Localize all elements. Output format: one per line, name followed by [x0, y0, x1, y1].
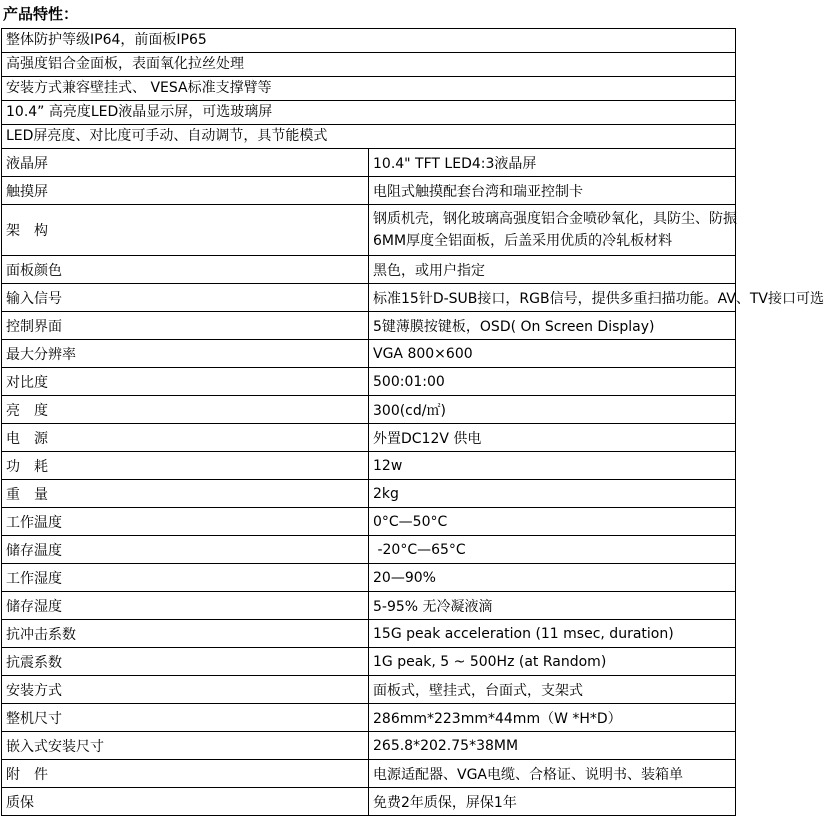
spec-value: 免费2年质保，屏保1年 [369, 788, 736, 816]
spec-label: 储存湿度 [2, 592, 369, 620]
spec-label: 最大分辨率 [2, 340, 369, 368]
spec-value: 500:01:00 [369, 368, 736, 396]
page-title: 产品特性： [3, 5, 79, 23]
spec-value: 0°C—50°C [369, 508, 736, 536]
spec-value: 面板式，壁挂式，台面式，支架式 [369, 676, 736, 704]
spec-label: 触摸屏 [2, 177, 369, 205]
spec-label: 亮 度 [2, 396, 369, 424]
spec-label: 重 量 [2, 480, 369, 508]
spec-value: 286mm*223mm*44mm（W *H*D） [369, 704, 736, 732]
spec-label: 控制界面 [2, 312, 369, 340]
spec-value-line: 6MM厚度全铝面板，后盖采用优质的冷轧板材料 [373, 233, 673, 249]
spec-label: 整机尺寸 [2, 704, 369, 732]
spec-value: 265.8*202.75*38MM [369, 732, 736, 760]
spec-row [2, 177, 736, 205]
spec-value: -20°C—65°C [369, 536, 736, 564]
spec-row [2, 452, 736, 480]
spec-row [2, 704, 736, 732]
spec-row [2, 508, 736, 536]
spec-row [2, 648, 736, 676]
spec-value: 电阻式触摸配套台湾和瑞亚控制卡 [369, 177, 736, 205]
spec-value: 20—90% [369, 564, 736, 592]
spec-value: 1G peak, 5 ~ 500Hz (at Random) [369, 648, 736, 676]
spec-value: 外置DC12V 供电 [369, 424, 736, 452]
spec-value: 电源适配器、VGA电缆、合格证、说明书、装箱单 [369, 760, 736, 788]
spec-label: 质保 [2, 788, 369, 816]
spec-row [2, 620, 736, 648]
spec-row [2, 732, 736, 760]
spec-label: 嵌入式安装尺寸 [2, 732, 369, 760]
spec-row [2, 396, 736, 424]
spec-row [2, 564, 736, 592]
spec-row [2, 676, 736, 704]
spec-value: 15G peak acceleration (11 msec, duration) [369, 620, 736, 648]
spec-label: 面板颜色 [2, 256, 369, 284]
spec-row [2, 368, 736, 396]
spec-label: 电 源 [2, 424, 369, 452]
spec-label: 对比度 [2, 368, 369, 396]
spec-row [2, 788, 736, 816]
spec-value-line: 钢质机壳，钢化玻璃高强度铝合金喷砂氧化，具防尘、防振 [373, 211, 737, 227]
spec-value: 2kg [369, 480, 736, 508]
spec-row [2, 149, 736, 177]
spec-value: 黑色，或用户指定 [369, 256, 736, 284]
spec-table [1, 28, 824, 816]
spec-row [2, 340, 736, 368]
spec-row [2, 760, 736, 788]
spec-value: 5-95% 无冷凝液滴 [369, 592, 736, 620]
spec-label: 附 件 [2, 760, 369, 788]
spec-label: 输入信号 [2, 284, 369, 312]
spec-value [369, 205, 736, 256]
feature-item: 高强度铝合金面板，表面氧化拉丝处理 [2, 53, 736, 77]
spec-value: 5键薄膜按键板，OSD( On Screen Display) [369, 312, 736, 340]
spec-label: 液晶屏 [2, 149, 369, 177]
spec-row [2, 536, 736, 564]
spec-value: 300(cd/㎡) [369, 396, 736, 424]
feature-item: LED屏亮度、对比度可手动、自动调节，具节能模式 [2, 125, 736, 149]
spec-row [2, 424, 736, 452]
spec-label: 工作湿度 [2, 564, 369, 592]
spec-row [2, 480, 736, 508]
spec-value: 标准15针D-SUB接口，RGB信号，提供多重扫描功能。AV、TV接口可选 [369, 284, 736, 312]
spec-label: 架 构 [2, 205, 369, 256]
spec-label: 储存温度 [2, 536, 369, 564]
spec-value: VGA 800×600 [369, 340, 736, 368]
feature-item: 10.4” 高亮度LED液晶显示屏，可选玻璃屏 [2, 101, 736, 125]
spec-label: 抗冲击系数 [2, 620, 369, 648]
spec-label: 工作温度 [2, 508, 369, 536]
spec-value: 10.4" TFT LED4:3液晶屏 [369, 149, 736, 177]
feature-item: 安装方式兼容壁挂式、 VESA标准支撑臂等 [2, 77, 736, 101]
feature-item: 整体防护等级IP64，前面板IP65 [2, 29, 736, 53]
spec-value: 12w [369, 452, 736, 480]
spec-row [2, 205, 736, 256]
spec-row [2, 312, 736, 340]
spec-row [2, 284, 736, 312]
spec-label: 抗震系数 [2, 648, 369, 676]
spec-label: 安装方式 [2, 676, 369, 704]
spec-row [2, 256, 736, 284]
spec-label: 功 耗 [2, 452, 369, 480]
spec-row [2, 592, 736, 620]
